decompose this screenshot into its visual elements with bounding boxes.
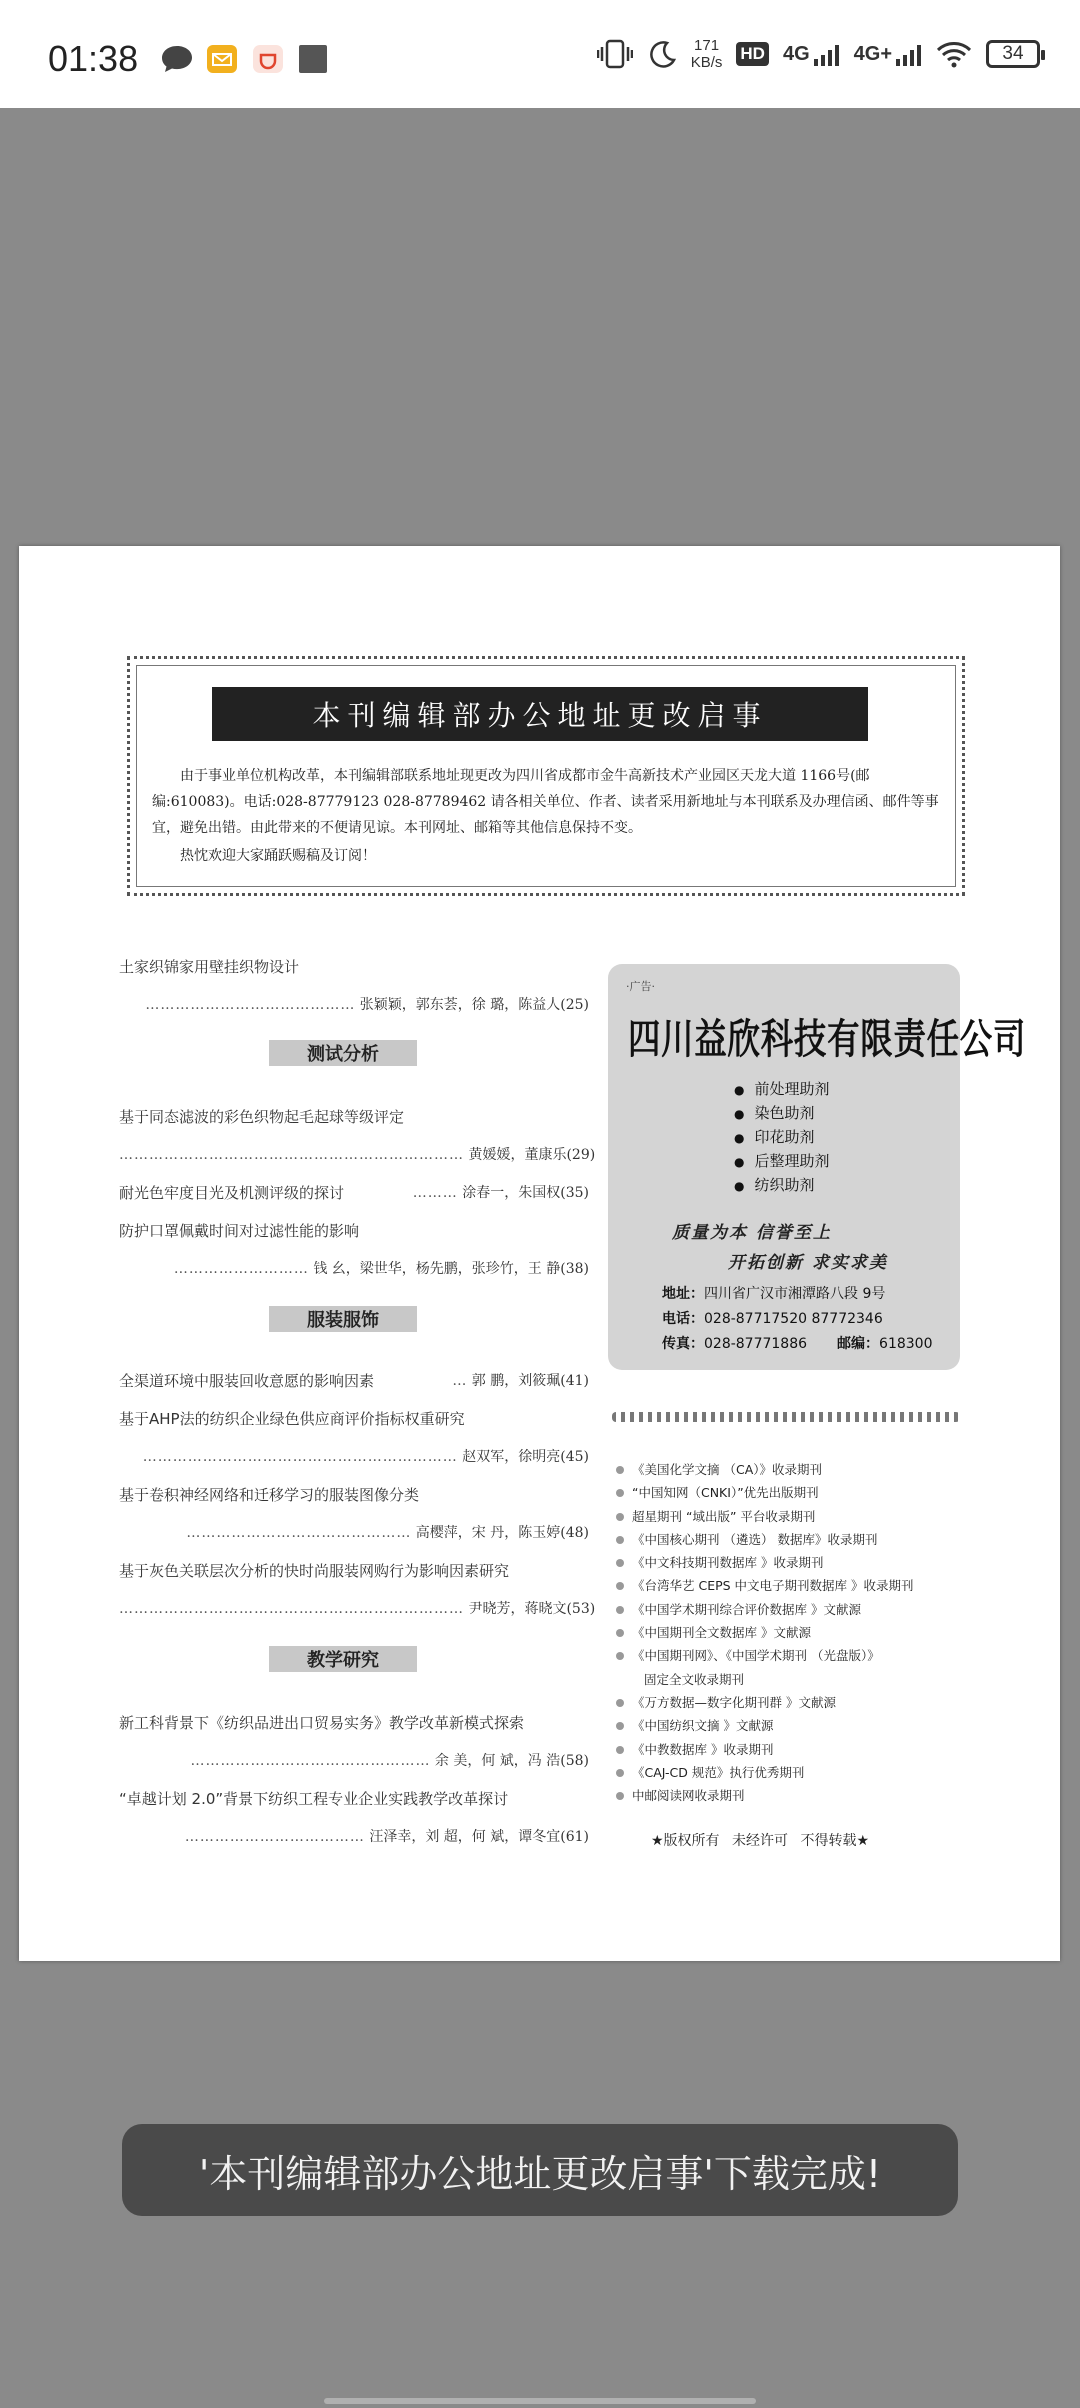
status-bar xyxy=(0,0,1080,108)
network-speed xyxy=(691,37,723,71)
ad-fax xyxy=(662,1332,932,1357)
indexing-item: “中国知网（CNKI）”优先出版期刊 xyxy=(616,1481,966,1504)
toc-dots: ……………………… xyxy=(173,1261,309,1277)
indexing-item: 固定全文收录期刊 xyxy=(644,1671,745,1687)
toc-entry-title: 基于卷积神经网络和迁移学习的服装图像分类 xyxy=(119,1486,420,1504)
moon-icon xyxy=(647,39,677,69)
toc-entry-authors xyxy=(119,994,589,1014)
mail-icon xyxy=(206,44,238,74)
toc-authors: 黄媛媛，董康乐(29) xyxy=(468,1147,596,1163)
indexing-item: 《中国期刊网》、《中国学术期刊 （光盘版）》 xyxy=(616,1644,966,1667)
toc-authors: 汪泽幸，刘 超，何 斌，谭冬宜(61) xyxy=(369,1829,589,1845)
document-page xyxy=(19,546,1060,1961)
toc-dots: …………………………………………………………… xyxy=(119,1147,464,1163)
ad-tag: ·广告· xyxy=(626,980,655,993)
ad-product-item: ● 印花助剂 xyxy=(734,1126,830,1150)
toc-dots: ……………………………… xyxy=(184,1829,365,1845)
toc-entry-title: 基于灰色关联层次分析的快时尚服装网购行为影响因素研究 xyxy=(119,1562,510,1580)
toc-authors: 高樱萍，宋 丹，陈玉婷(48) xyxy=(415,1525,589,1541)
ad-company-name: 四川益欣科技有限责任公司 xyxy=(628,1015,1027,1063)
toc-authors: 尹晓芳，蒋晓文(53) xyxy=(468,1601,596,1617)
indexing-item: 《中国期刊全文数据库 》文献源 xyxy=(616,1621,966,1644)
indexing-item: 《万方数据—数字化期刊群 》文献源 xyxy=(616,1691,966,1714)
toc-entry-authors xyxy=(119,1258,589,1278)
ad-product-item: ● 后整理助剂 xyxy=(734,1150,830,1174)
sim2-label: 4G+ xyxy=(853,42,892,65)
speed-value: 171 xyxy=(694,37,720,54)
copyright-notice: ★版权所有 未经许可 不得转载★ xyxy=(651,1833,870,1849)
battery-level: 34 xyxy=(1002,43,1024,64)
ad-address xyxy=(662,1282,932,1307)
indexing-item: 超星期刊 “域出版” 平台收录期刊 xyxy=(616,1505,966,1528)
toc-entry-authors xyxy=(119,1144,596,1164)
indexing-item: 《美国化学文摘 （CA）》收录期刊 xyxy=(616,1458,966,1481)
sim1-label: 4G xyxy=(782,42,810,65)
toc-entry-authors xyxy=(119,1446,589,1466)
indexing-item: 《中国纺织文摘 》文献源 xyxy=(616,1714,966,1737)
toc-dots: …………………………………………………………… xyxy=(119,1601,464,1617)
chat-icon xyxy=(160,44,194,74)
square-icon xyxy=(298,44,328,74)
indexing-item: 《中教数据库 》收录期刊 xyxy=(616,1738,966,1761)
hd-badge: HD xyxy=(736,42,769,66)
toc-entry-title: 新工科背景下《纺织品进出口贸易实务》教学改革新模式探索 xyxy=(119,1714,525,1732)
toc-section-header: 服装服饰 xyxy=(269,1306,417,1332)
signal-icon xyxy=(896,44,922,66)
toc-authors: 涂春一，朱国权(35) xyxy=(462,1185,589,1201)
sim2-signal xyxy=(854,43,922,66)
battery-icon xyxy=(986,40,1040,68)
notice-welcome: 热忱欢迎大家踊跃赐稿及订阅！ xyxy=(180,848,376,864)
ad-phone-value: 028-87717520 87772346 xyxy=(704,1311,883,1327)
ad-phone xyxy=(662,1307,932,1332)
indexing-item: 《台湾华艺 CEPS 中文电子期刊数据库 》收录期刊 xyxy=(616,1574,966,1597)
indexing-item: 《中国学术期刊综合评价数据库 》文献源 xyxy=(616,1598,966,1621)
ad-address-value: 四川省广汉市湘潭路八段 9号 xyxy=(704,1286,886,1302)
indexing-item: 中邮阅读网收录期刊 xyxy=(616,1784,966,1807)
toc-entry-title: 防护口罩佩戴时间对过滤性能的影响 xyxy=(119,1222,360,1240)
toc-dots: …………………………………… xyxy=(145,997,356,1013)
notice-box xyxy=(127,656,965,896)
notice-body: 由于事业单位机构改革，本刊编辑部联系地址现更改为四川省成都市金牛高新技术产业园区天龙大道 1166号(邮编:610083)。电话:028-87779123 028-87789462 请各相关单位、作者、读者采用新地址与本刊联系及办理信函、邮件等事宜，避免出错。由此带来的不便请见谅。本刊网址、邮箱等其他信息保持不变。 xyxy=(152,768,939,836)
toc-entry-title: 基于AHP法的纺织企业绿色供应商评价指标权重研究 xyxy=(119,1410,465,1428)
ad-address-label: 地址： xyxy=(662,1286,704,1302)
ad-slogan-2: 开拓创新 求实求美 xyxy=(728,1253,888,1273)
toc-authors: 余 美，何 斌，冯 浩(58) xyxy=(434,1753,589,1769)
toc-dots: ……… xyxy=(412,1185,458,1201)
ad-fax-value: 028-87771886 xyxy=(704,1336,808,1352)
toc-authors: 张颖颖，郭东荟，徐 璐，陈益人(25) xyxy=(359,997,589,1013)
indexing-item: 《中文科技期刊数据库 》收录期刊 xyxy=(616,1551,966,1574)
wifi-icon xyxy=(936,40,972,68)
ad-contact xyxy=(662,1282,932,1357)
toc-dots: ……………………………………………………… xyxy=(142,1449,458,1465)
signal-icon xyxy=(814,44,840,66)
indexing-item: 《CAJ-CD 规范》执行优秀期刊 xyxy=(616,1761,966,1784)
toc-entry-title: “卓越计划 2.0”背景下纺织工程专业企业实践教学改革探讨 xyxy=(119,1790,509,1808)
toc-section-header: 测试分析 xyxy=(269,1040,417,1066)
ad-product-item: ● 纺织助剂 xyxy=(734,1174,830,1198)
decorative-divider xyxy=(612,1412,960,1422)
ad-product-item: ● 前处理助剂 xyxy=(734,1078,830,1102)
toc-entry-title: 全渠道环境中服装回收意愿的影响因素 xyxy=(119,1372,375,1390)
ad-zip-value: 618300 xyxy=(879,1336,933,1352)
toc-section-header: 教学研究 xyxy=(269,1646,417,1672)
toc-entry-authors xyxy=(119,1750,589,1770)
download-toast: '本刊编辑部办公地址更改启事'下载完成! xyxy=(122,2124,958,2216)
toc-entry-authors xyxy=(119,1598,596,1618)
ad-product-list xyxy=(734,1078,830,1198)
ad-product-item: ● 染色助剂 xyxy=(734,1102,830,1126)
toc-entry-title: 土家织锦家用壁挂织物设计 xyxy=(119,958,300,976)
speed-unit: KB/s xyxy=(690,54,723,71)
toc-entry-authors xyxy=(119,1826,589,1846)
ad-zip-label: 邮编： xyxy=(837,1336,880,1352)
toc-authors: 郭 鹏，刘筱珮(41) xyxy=(471,1373,589,1389)
toc-entry-authors xyxy=(119,1370,589,1390)
toc-entry-title: 耐光色牢度目光及机测评级的探讨 xyxy=(119,1184,345,1202)
ad-slogan-1: 质量为本 信誉至上 xyxy=(672,1223,832,1243)
toc-authors: 钱 幺，梁世华，杨先鹏，张珍竹，王 静(38) xyxy=(313,1261,589,1277)
toc-authors: 赵双军，徐明亮(45) xyxy=(462,1449,589,1465)
toc-dots: … xyxy=(452,1373,468,1389)
toc-entry-authors xyxy=(119,1522,589,1542)
advertisement xyxy=(608,964,1027,1370)
toc-entry-title: 基于同态滤波的彩色织物起毛起球等级评定 xyxy=(119,1108,405,1126)
indexing-list xyxy=(616,1458,966,1807)
app-icon xyxy=(252,44,284,74)
toc-entry-authors xyxy=(119,1182,589,1202)
toc-dots: ………………………………………… xyxy=(190,1753,431,1769)
vibrate-icon xyxy=(597,39,633,69)
notice-title: 本刊编辑部办公地址更改启事 xyxy=(212,687,868,741)
clock: 01:38 xyxy=(48,38,139,79)
ad-phone-label: 电话： xyxy=(662,1311,704,1327)
sim1-signal xyxy=(783,43,840,66)
ad-fax-label: 传真： xyxy=(662,1336,704,1352)
indexing-item: 《中国核心期刊 （遴选） 数据库》收录期刊 xyxy=(616,1528,966,1551)
home-indicator[interactable] xyxy=(324,2398,756,2404)
toc-dots: ……………………………………… xyxy=(186,1525,412,1541)
status-icons xyxy=(597,34,1040,74)
